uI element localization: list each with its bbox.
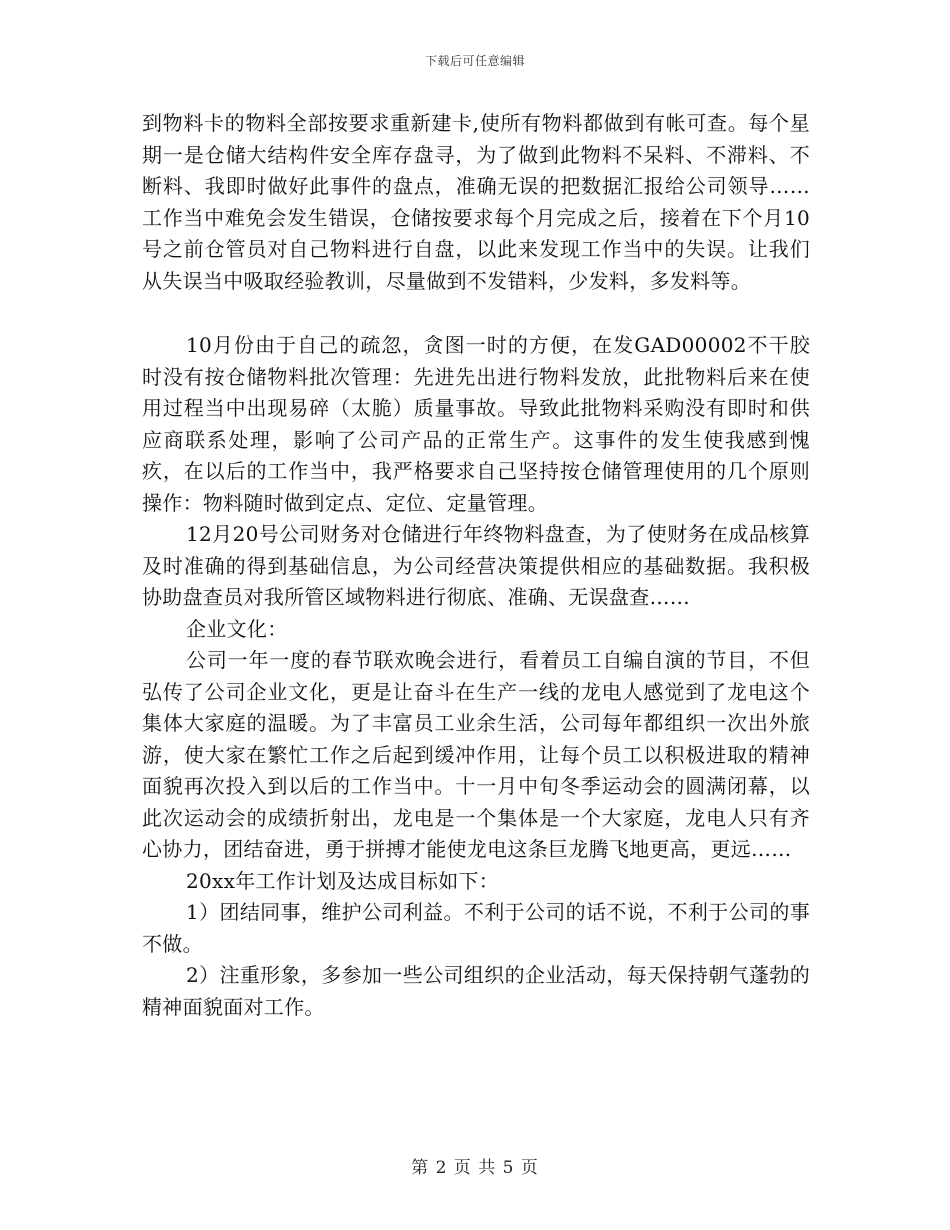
paragraph-december-audit: 12月20号公司财务对仓储进行年终物料盘查，为了使财务在成品核算及时准确的得到基础信息，为公司经营决策提供相应的基础数据。我积极协助盘查员对我所管区域物料进行彻底、准确、无误盘查…… — [142, 522, 810, 609]
list-item-plan-2: 2）注重形象，多参加一些公司组织的企业活动，每天保持朝气蓬勃的精神面貌面对工作。 — [142, 963, 810, 1019]
list-item-plan-1: 1）团结同事，维护公司利益。不利于公司的话不说，不利于公司的事不做。 — [142, 900, 810, 956]
paragraph-inventory-records: 到物料卡的物料全部按要求重新建卡,使所有物料都做到有帐可查。每个星期一是仓储大结构件安全库存盘寻，为了做到此物料不呆料、不滞料、不断料、我即时做好此事件的盘点，准确无误的把数据汇报给公司领导……工作当中难免会发生错误，仓储按要求每个月完成之后，接着在下个月10号之前仓管员对自己物料进行自盘，以此来发现工作当中的失误。让我们从失误当中吸取经验教训，尽量做到不发错料，少发料，多发料等。 — [142, 111, 810, 293]
page-header: 下载后可任意编辑 — [424, 54, 525, 68]
paragraph-corporate-culture: 公司一年一度的春节联欢晚会进行，看着员工自编自演的节目，不但弘传了公司企业文化，更是让奋斗在生产一线的龙电人感觉到了龙电这个集体大家庭的温暖。为了丰富员工业余生活，公司每年都组织一次出外旅游，使大家在繁忙工作之后起到缓冲作用，让每个员工以积极进取的精神面貌再次投入到以后的工作当中。十一月中旬冬季运动会的圆满闭幕，以此次运动会的成绩折射出，龙电是一个集体是一个大家庭，龙电人只有齐心协力，团结奋进，勇于拼搏才能使龙电这条巨龙腾飞地更高，更远…… — [142, 648, 810, 861]
section-heading-work-plan: 20xx年工作计划及达成目标如下： — [186, 868, 500, 893]
page-footer: 第 2 页 共 5 页 — [411, 1158, 539, 1178]
paragraph-spacer — [142, 297, 810, 330]
document-body — [142, 108, 810, 1023]
paragraph-october-incident: 10月份由于自己的疏忽，贪图一时的方便，在发GAD00002不干胶时没有按仓储物料批次管理：先进先出进行物料发放，此批物料后来在使用过程当中出现易碎（太脆）质量事故。导致此批物料采购没有即时和供应商联系处理，影响了公司产品的正常生产。这事件的发生使我感到愧疚，在以后的工作当中，我严格要求自己坚持按仓储管理使用的几个原则操作：物料随时做到定点、定位、定量管理。 — [142, 333, 810, 515]
section-heading-corporate-culture: 企业文化： — [186, 616, 288, 641]
